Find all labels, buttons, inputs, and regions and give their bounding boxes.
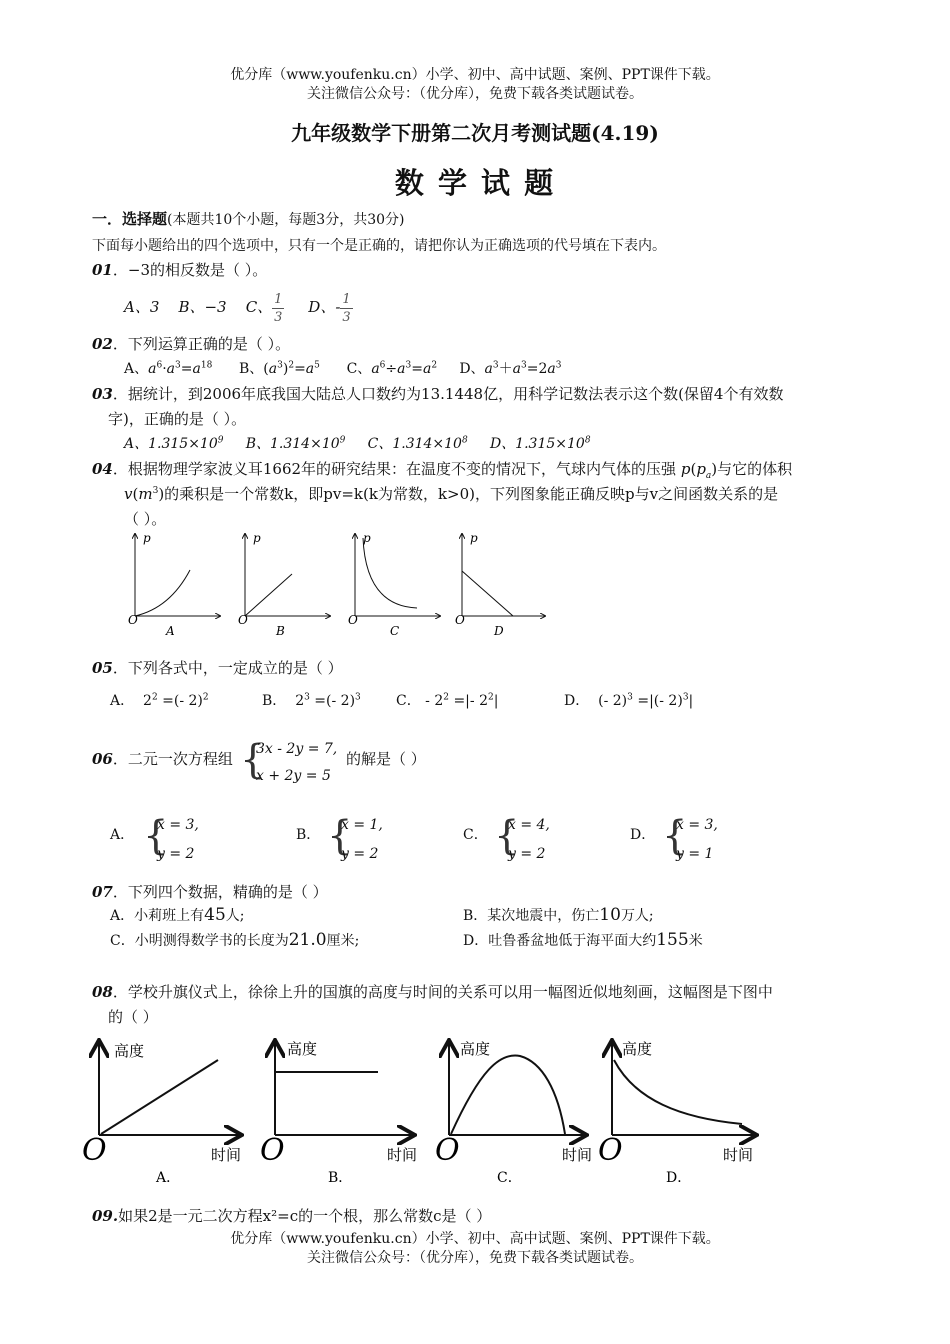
graph-a (128, 531, 220, 638)
svg-text:C．: C． (497, 1170, 522, 1186)
graph-d (598, 1040, 755, 1186)
question-04: 04．根据物理学家波义耳1662年的研究结果：在温度不变的情况下，气球内气体的压强 $p(p_a)$与它的体积 (92, 460, 793, 481)
question-08 (92, 981, 773, 1002)
svg-text:p: p (470, 531, 478, 545)
option-a: A．小莉班上有45人; (110, 905, 245, 925)
option-c: C．小明测得数学书的长度为21.0厘米; (110, 930, 360, 950)
option-b: B．某次地震中，伤亡10万人; (463, 905, 654, 925)
svg-text:高度: 高度 (460, 1040, 491, 1058)
svg-text:O: O (82, 1133, 107, 1168)
svg-text:B: B (276, 624, 285, 638)
q02-options: A、$a^6\cdot a^3=a^{18}$ B、$(a^3)^2=a^5$ C、$a^6\div a^3=a^2$ D、$a^3+a^3=2a^3$ (124, 360, 562, 377)
option-d: D． (630, 827, 656, 843)
q05-option-c: C． - $2^2$ =|- $2^2|$ (396, 692, 499, 709)
origin-label: O (128, 613, 138, 627)
section-note: (本题共10个小题，每题3分，共30分) (167, 212, 405, 228)
question-text: ．下列各式中，一定成立的是（ ） (112, 659, 343, 677)
option-c: C、 (245, 298, 273, 316)
question-03-cont: 字)，正确的是（ ）。 (108, 410, 247, 428)
svg-text:高度: 高度 (287, 1040, 318, 1058)
question-07 (92, 881, 328, 902)
eq-2: x + 2y = 5 (256, 768, 331, 784)
graph-c (348, 531, 440, 638)
brace: { (494, 813, 520, 859)
graph-a (82, 1042, 241, 1186)
brace: { (327, 813, 353, 859)
question-number: 07 (92, 883, 113, 901)
brace: { (143, 813, 169, 859)
q04-graphs (120, 528, 560, 643)
svg-text:高度: 高度 (114, 1042, 145, 1060)
question-number: 03 (92, 385, 113, 403)
question-03 (92, 383, 783, 404)
question-text: ．二元一次方程组 (112, 750, 233, 768)
option-a: A、3 (124, 298, 160, 316)
section-instruction: 下面每小题给出的四个选项中，只有一个是正确的，请把你认为正确选项的代号填在下表内。 (92, 238, 666, 254)
graph-b (260, 1040, 417, 1186)
option-d: D、- (308, 298, 341, 316)
question-text: ．下列四个数据，精确的是（ ） (112, 883, 328, 901)
question-text: ．−3的相反数是（ ）。 (112, 261, 268, 279)
option-a: A． (110, 827, 135, 843)
option-d: D．吐鲁番盆地低于海平面大约155米 (463, 930, 703, 950)
footer-line-1: 优分库（www.youfenku.cn）小学、初中、高中试题、案例、PPT课件下载。 (230, 1231, 720, 1247)
q05-option-d: D． (- 2)$^3$ =|(- 2)$^3$| (564, 692, 694, 709)
brace: { (240, 737, 266, 783)
q05-option-b: B． $2^3$ =(- 2)$^3$ (262, 692, 361, 709)
graph-b (238, 531, 330, 638)
graph-c (435, 1040, 592, 1186)
svg-text:高度: 高度 (622, 1040, 653, 1058)
graph-label: A (166, 624, 175, 638)
svg-text:B．: B． (328, 1170, 353, 1186)
brace: { (662, 813, 688, 859)
eq-1: 3x - 2y = 7, (256, 741, 338, 757)
svg-text:p: p (253, 531, 261, 545)
option-c: C． (463, 827, 488, 843)
svg-text:A．: A． (156, 1170, 181, 1186)
svg-text:O: O (348, 613, 358, 627)
option-b: B、−3 (178, 298, 227, 316)
q05-options: A． $2^2$ =(- 2)$^2$ (110, 692, 209, 709)
question-number: 09. (92, 1207, 119, 1225)
question-08-cont: 的（ ） (108, 1008, 158, 1026)
svg-text:时间: 时间 (211, 1146, 242, 1164)
svg-text:时间: 时间 (562, 1146, 593, 1164)
fraction-one-third: $\frac{1}{3}$ (342, 291, 351, 325)
question-text: ．学校升旗仪式上，徐徐上升的国旗的高度与时间的关系可以用一幅图近似地刻画，这幅图是下图中 (112, 983, 773, 1001)
option-b: B． (296, 827, 321, 843)
footer-line-2: 关注微信公众号：（优分库），免费下载各类试题试卷。 (307, 1250, 643, 1266)
svg-text:O: O (598, 1133, 623, 1168)
header-line-1: 优分库（www.youfenku.cn）小学、初中、高中试题、案例、PPT课件下载。 (230, 67, 720, 83)
question-text: 如果2是一元二次方程x²=c的一个根，那么常数c是（ ） (118, 1207, 492, 1225)
question-number: 06 (92, 750, 113, 768)
q08-graphs (80, 1030, 770, 1190)
svg-text:O: O (455, 613, 465, 627)
svg-text:p: p (363, 531, 371, 545)
exam-subtitle: 数 学 试 题 (394, 166, 556, 200)
svg-text:时间: 时间 (723, 1146, 754, 1164)
svg-text:时间: 时间 (387, 1146, 418, 1164)
svg-text:O: O (238, 613, 248, 627)
svg-text:C: C (390, 624, 400, 638)
svg-text:O: O (435, 1133, 460, 1168)
question-number: 05 (92, 659, 113, 677)
question-09 (92, 1205, 491, 1226)
svg-text:O: O (260, 1133, 285, 1168)
question-text: ．根据物理学家波义耳1662年的研究结果：在温度不变的情况下，气球内气体的压强 (112, 460, 677, 478)
exam-title: 九年级数学下册第二次月考测试题(4.19) (291, 121, 659, 145)
svg-text:D: D (494, 624, 504, 638)
axis-p: p (143, 531, 151, 545)
graph-d (455, 531, 545, 638)
question-05 (92, 657, 343, 678)
svg-text:D．: D． (666, 1170, 692, 1186)
fraction-one-third: $\frac{1}{3}$ (274, 291, 283, 325)
section-heading (92, 208, 404, 229)
question-06 (92, 748, 233, 769)
question-04-cont: $v(m^3)$的乘积是一个常数k，即pv=k(k为常数，k>0)，下列图象能正确反映p与v之间函数关系的是 (124, 485, 779, 503)
question-number: 08 (92, 983, 113, 1001)
question-04-cont2: （ ）。 (124, 510, 167, 528)
question-number: 04 (92, 460, 113, 478)
question-01 (92, 259, 267, 280)
section-label: 一．选择题 (92, 210, 168, 228)
option-a: A． (110, 693, 135, 709)
q03-options: A、$1.315\times 10^9$ B、$1.314\times 10^9$ C、$1.314\times 10^8$ D、$1.315\times 10^8$ (124, 435, 591, 452)
question-06-tail: 的解是（ ） (346, 750, 426, 768)
question-text: ．下列运算正确的是（ ）。 (112, 335, 291, 353)
question-text: ．据统计，到2006年底我国大陆总人口数约为13.1448亿，用科学记数法表示这个数(保留4个有效数 (112, 385, 784, 403)
q01-options (124, 286, 353, 328)
question-number: 01 (92, 261, 113, 279)
question-02 (92, 333, 290, 354)
header-line-2: 关注微信公众号：（优分库），免费下载各类试题试卷。 (307, 86, 643, 102)
question-number: 02 (92, 335, 113, 353)
